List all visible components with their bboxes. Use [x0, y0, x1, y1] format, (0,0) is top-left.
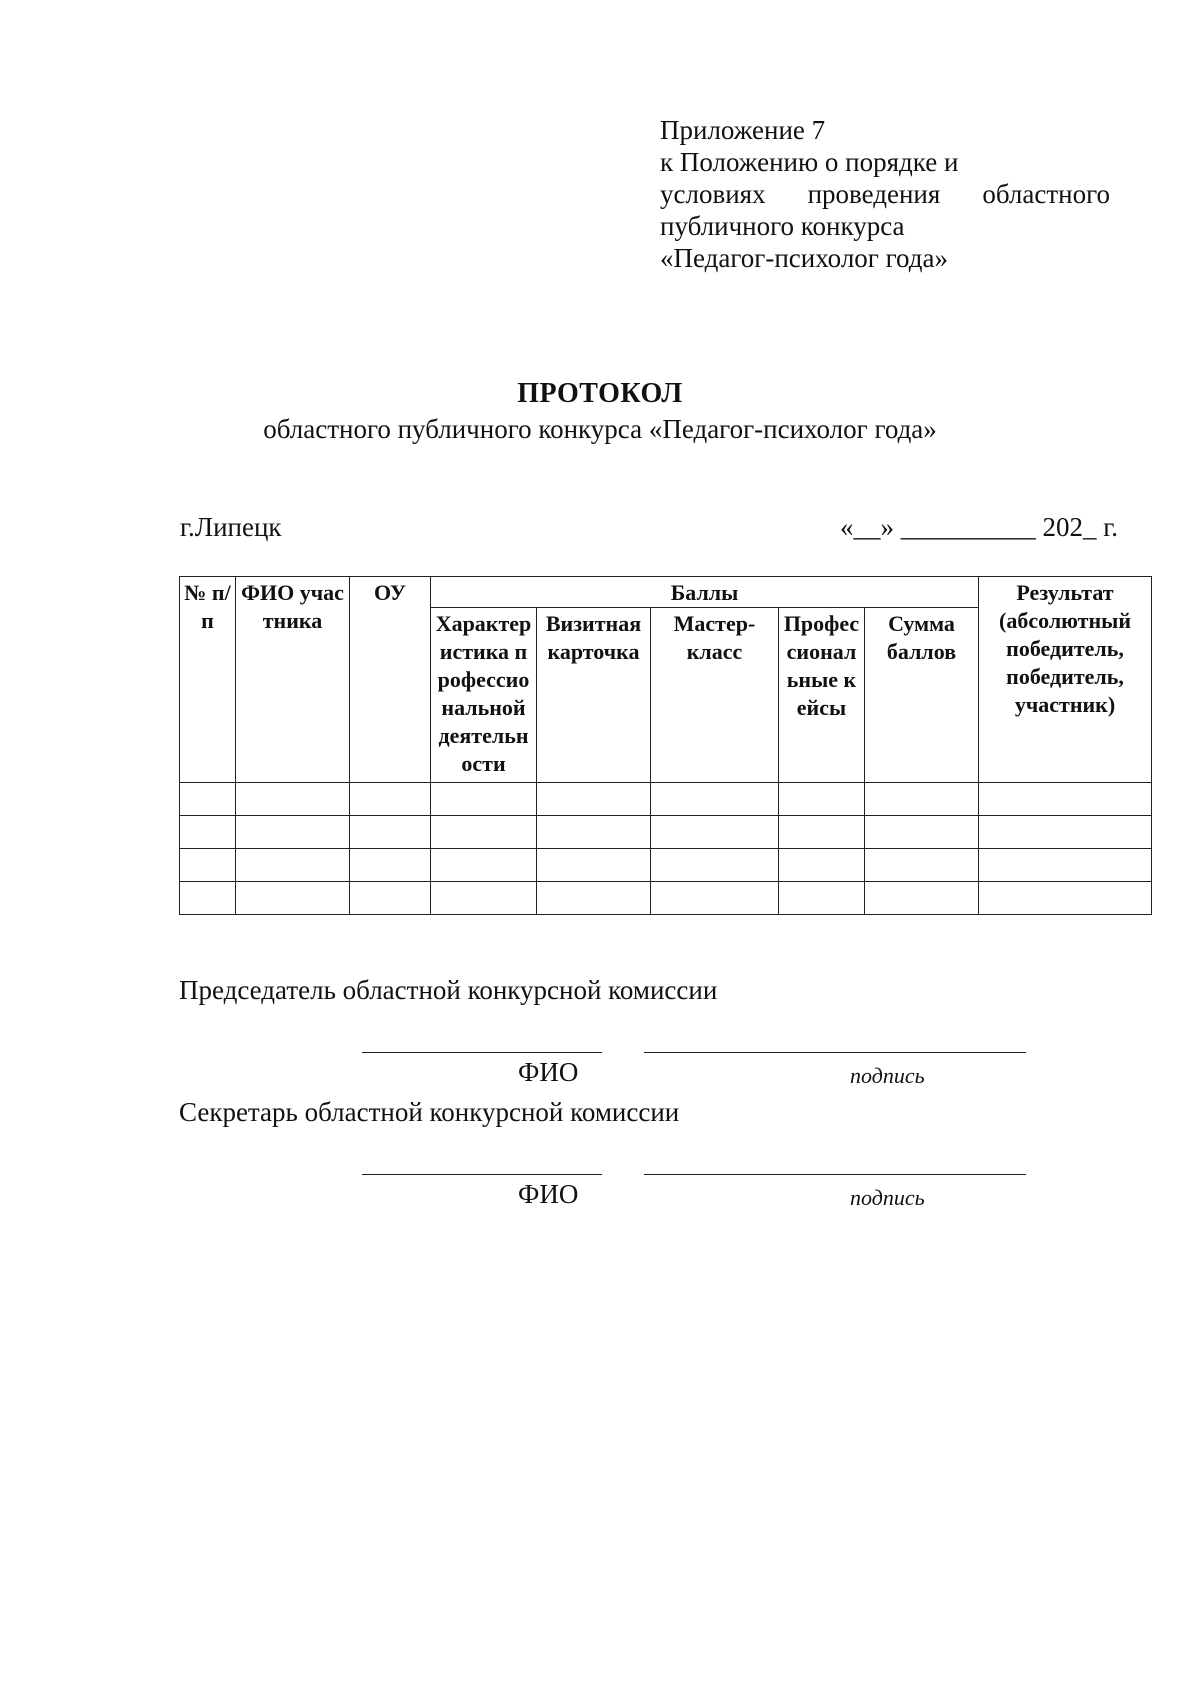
header-score-col: Профессиональные кейсы	[779, 608, 865, 783]
header-ou: ОУ	[350, 577, 431, 783]
table-row	[180, 816, 1152, 849]
secretary-fio-label: ФИО	[518, 1179, 579, 1209]
table-cell	[431, 783, 537, 816]
header-score-col: Визитная карточка	[537, 608, 651, 783]
header-result: Результат (абсолютный победитель, победитель, участник)	[979, 577, 1152, 783]
table-cell	[651, 849, 779, 882]
table-cell	[979, 882, 1152, 915]
table-body	[180, 783, 1152, 915]
table-cell	[350, 882, 431, 915]
chair-fio-line	[362, 1052, 602, 1053]
table-cell	[236, 816, 350, 849]
appendix-ref-line: к Положению о порядке и	[660, 147, 959, 177]
header-row	[180, 577, 1152, 608]
table-cell	[979, 783, 1152, 816]
table-cell	[236, 882, 350, 915]
table-cell	[651, 783, 779, 816]
appendix-header	[660, 114, 1110, 274]
table-row	[180, 849, 1152, 882]
header-num: № п/п	[180, 577, 236, 783]
header-fio: ФИО участника	[236, 577, 350, 783]
chair-label: Председатель областной конкурсной комиссии	[179, 975, 718, 1005]
table-cell	[651, 882, 779, 915]
table-cell	[779, 816, 865, 849]
chair-sign-label: подпись	[850, 1063, 925, 1088]
table-cell	[180, 816, 236, 849]
appendix-ref-line: публичного конкурса	[660, 211, 905, 241]
appendix-number: Приложение 7	[660, 115, 826, 145]
header-scores: Баллы	[431, 577, 979, 608]
secretary-label: Секретарь областной конкурсной комиссии	[179, 1097, 680, 1127]
table-cell	[236, 849, 350, 882]
appendix-word: проведения	[807, 179, 941, 209]
appendix-contest-name: «Педагог-психолог года»	[660, 243, 948, 273]
table-cell	[350, 783, 431, 816]
table-cell	[431, 816, 537, 849]
appendix-justified-line	[660, 178, 1110, 210]
table-cell	[537, 849, 651, 882]
table-cell	[236, 783, 350, 816]
table-cell	[431, 882, 537, 915]
protocol-table	[179, 576, 1152, 915]
table-cell	[180, 849, 236, 882]
date-field: «__» __________ 202_ г.	[839, 512, 1118, 542]
place: г.Липецк	[180, 512, 282, 542]
table-cell	[350, 816, 431, 849]
table-cell	[779, 783, 865, 816]
table-cell	[431, 849, 537, 882]
table-cell	[180, 882, 236, 915]
chair-fio-label: ФИО	[518, 1057, 579, 1087]
appendix-word: областного	[982, 179, 1110, 209]
table-row	[180, 783, 1152, 816]
table-cell	[651, 816, 779, 849]
secretary-sign-label: подпись	[850, 1185, 925, 1210]
table-cell	[180, 783, 236, 816]
chair-sign-line	[644, 1052, 1026, 1053]
document-title: ПРОТОКОЛ	[517, 378, 683, 409]
table-cell	[865, 783, 979, 816]
table-cell	[979, 816, 1152, 849]
table-cell	[779, 849, 865, 882]
secretary-sign-line	[644, 1174, 1026, 1175]
table-cell	[865, 849, 979, 882]
appendix-word: условиях	[660, 179, 766, 209]
table-cell	[350, 849, 431, 882]
table-cell	[865, 816, 979, 849]
table-cell	[979, 849, 1152, 882]
table-cell	[779, 882, 865, 915]
table-cell	[537, 783, 651, 816]
table-cell	[865, 882, 979, 915]
header-score-col: Сумма баллов	[865, 608, 979, 783]
document-subtitle: областного публичного конкурса «Педагог-психолог года»	[263, 414, 937, 444]
secretary-fio-line	[362, 1174, 602, 1175]
table-cell	[537, 816, 651, 849]
header-score-col: Мастер-класс	[651, 608, 779, 783]
table-cell	[537, 882, 651, 915]
header-score-col: Характеристика профессиональной деятельности	[431, 608, 537, 783]
table-row	[180, 882, 1152, 915]
